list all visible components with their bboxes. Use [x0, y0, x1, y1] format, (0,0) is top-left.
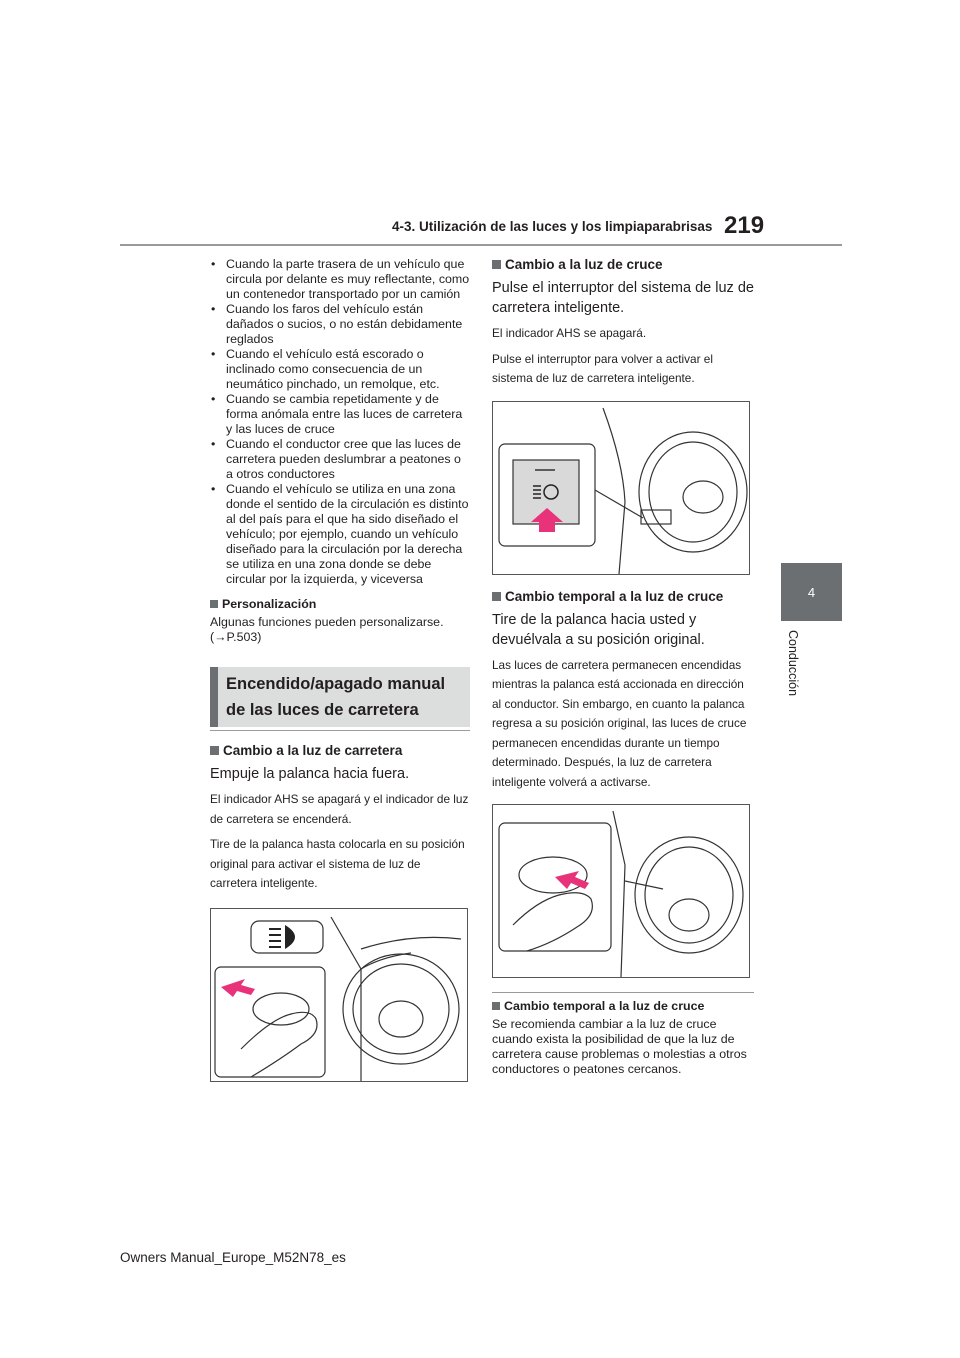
low-beam-lead: Pulse el interruptor del sistema de luz de carretera inteligente.	[492, 280, 754, 316]
section-heading: Encendido/apagado manual de las luces de carretera	[226, 675, 446, 719]
list-item: • Cuando el vehículo se utiliza en una zona donde el sentido de la circulación es distinto al del país para el que ha sido diseñado el vehículo; por ejemplo, cuando un vehículo diseñado para la circulación por la derecha se utiliza en una zona donde se debe circular por la izquierda, y viceversa	[210, 482, 470, 587]
high-beam-para1: El indicador AHS se apagará y el indicador de luz de carretera se encenderá.	[210, 792, 469, 826]
temp-low-beam-para1: Las luces de carretera permanecen encendidas mientras la palanca está accionada en dirección al conductor. Sin embargo, en cuanto la palanca regresa a su posición original, las luces de cruce permanecen encendidas durante un tiempo determinado. Después, la luz de carretera inteligente volverá a activarse.	[492, 657, 747, 789]
square-bullet-icon	[492, 1002, 500, 1010]
temp-low-beam-lead: Tire de la palanca hacia usted y devuélvala a su posición original.	[492, 611, 705, 648]
temp-low-beam-heading: Cambio temporal a la luz de cruce	[492, 589, 754, 604]
high-beam-lever-icon	[211, 909, 467, 1081]
high-beam-heading: Cambio a la luz de carretera	[210, 743, 470, 758]
section-title: 4-3. Utilización de las luces y los limpiaparabrisas	[392, 219, 713, 234]
low-beam-lever-icon	[493, 805, 749, 977]
left-column	[210, 257, 470, 1082]
high-beam-lead: Empuje la palanca hacia fuera.	[210, 766, 410, 782]
low-beam-heading: Cambio a la luz de cruce	[492, 257, 754, 272]
personalization-text: Algunas funciones pueden personalizarse. (→P.503)	[210, 615, 444, 644]
personalization-heading: Personalización	[210, 597, 470, 611]
list-item: • Cuando el vehículo está escorado o inclinado como consecuencia de un neumático pinchado, un remolque, etc.	[210, 347, 470, 392]
high-beam-para2: Tire de la palanca hasta colocarla en su posición original para activar el sistema de luz de carretera inteligente.	[210, 837, 465, 890]
list-item: • Cuando se cambia repetidamente y de forma anómala entre las luces de carretera y las luces de cruce	[210, 392, 470, 437]
temp-low-beam-illustration	[492, 804, 750, 978]
square-bullet-icon	[492, 260, 501, 269]
low-beam-para2: Pulse el interruptor para volver a activar el sistema de luz de carretera inteligente.	[492, 351, 713, 385]
chapter-tab[interactable]	[781, 563, 842, 621]
header-rule	[120, 244, 842, 246]
note-rule	[492, 992, 754, 993]
square-bullet-icon	[210, 600, 218, 608]
note-text: Se recomienda cambiar a la luz de cruce cuando exista la posibilidad de que la luz de carretera cause problemas o molestias a otros conductores o peatones cercanos.	[492, 1017, 747, 1076]
square-bullet-icon	[210, 746, 219, 755]
chapter-number: 4	[807, 584, 816, 600]
list-item: • Cuando la parte trasera de un vehículo que circula por delante es muy reflectante, como un contenedor transportado por un camión	[210, 257, 470, 302]
high-beam-illustration	[210, 908, 468, 1082]
footer-text: Owners Manual_Europe_M52N78_es	[120, 1250, 346, 1265]
list-item: • Cuando el conductor cree que las luces de carretera pueden deslumbrar a peatones o a otros conductores	[210, 437, 470, 482]
section-rule	[210, 730, 470, 731]
square-bullet-icon	[492, 592, 501, 601]
section-heading-box	[210, 667, 470, 727]
chapter-label: Conducción	[786, 630, 800, 697]
right-column	[492, 257, 754, 1077]
list-item: • Cuando los faros del vehículo están dañados o sucios, o no están debidamente reglados	[210, 302, 470, 347]
page-number: 219	[724, 212, 765, 239]
note-heading: Cambio temporal a la luz de cruce	[492, 999, 754, 1013]
condition-list	[210, 257, 470, 587]
ahs-switch-icon	[493, 402, 749, 574]
ahs-switch-illustration	[492, 401, 750, 575]
low-beam-para1: El indicador AHS se apagará.	[492, 326, 647, 340]
